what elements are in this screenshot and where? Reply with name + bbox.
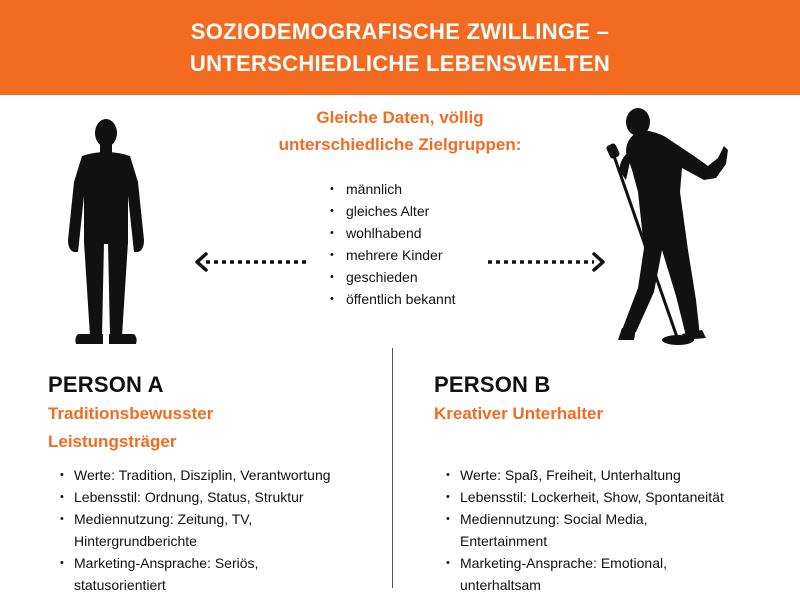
standing-man-silhouette-icon (58, 118, 154, 346)
header-banner (0, 0, 800, 95)
person-b-name: PERSON B (434, 372, 551, 397)
title-line-1: SOZIODEMOGRAFISCHE ZWILLINGE – (190, 18, 610, 44)
shared-attribute: • wohlhabend (322, 222, 456, 244)
person-b-role-line-1: Kreativer Unterhalter (434, 404, 604, 423)
person-a-panel (48, 370, 378, 596)
title-line-2: UNTERSCHIEDLICHE LEBENSWELTEN (189, 50, 611, 76)
trait-item: • Mediennutzung: Zeitung, TV, Hintergrundberichte (48, 508, 378, 552)
center-divider (392, 348, 393, 588)
shared-attribute: • mehrere Kinder (322, 244, 456, 266)
person-a-name: PERSON A (48, 372, 164, 397)
person-a-role-line-2: Leistungsträger (48, 432, 177, 451)
dotted-arrow-right-icon (486, 250, 610, 274)
singer-with-microphone-silhouette-icon (596, 100, 746, 350)
trait-item: • Werte: Spaß, Freiheit, Unterhaltung (434, 464, 764, 486)
person-b-traits (434, 464, 764, 596)
shared-attribute: • gleiches Alter (322, 200, 456, 222)
person-a-role-line-1: Traditionsbewusster (48, 404, 214, 423)
dotted-arrow-left-icon (192, 250, 312, 274)
shared-attribute: • öffentlich bekannt (322, 288, 456, 310)
shared-attribute: • geschieden (322, 266, 456, 288)
trait-item: • Werte: Tradition, Disziplin, Verantwortung (48, 464, 378, 486)
shared-attribute: • männlich (322, 178, 456, 200)
person-b-panel (434, 370, 764, 596)
person-a-traits (48, 464, 378, 596)
subtitle-line-1: Gleiche Daten, völlig (316, 108, 484, 127)
shared-attributes-list (322, 178, 456, 310)
trait-item: • Marketing-Ansprache: Emotional, unterhaltsam (434, 552, 764, 596)
trait-item: • Lebensstil: Ordnung, Status, Struktur (48, 486, 378, 508)
subtitle-line-2: unterschiedliche Zielgruppen: (278, 135, 522, 154)
trait-item: • Marketing-Ansprache: Seriös, statusorientiert (48, 552, 378, 596)
trait-item: • Mediennutzung: Social Media, Entertainment (434, 508, 764, 552)
trait-item: • Lebensstil: Lockerheit, Show, Spontaneität (434, 486, 764, 508)
subtitle (200, 104, 600, 158)
